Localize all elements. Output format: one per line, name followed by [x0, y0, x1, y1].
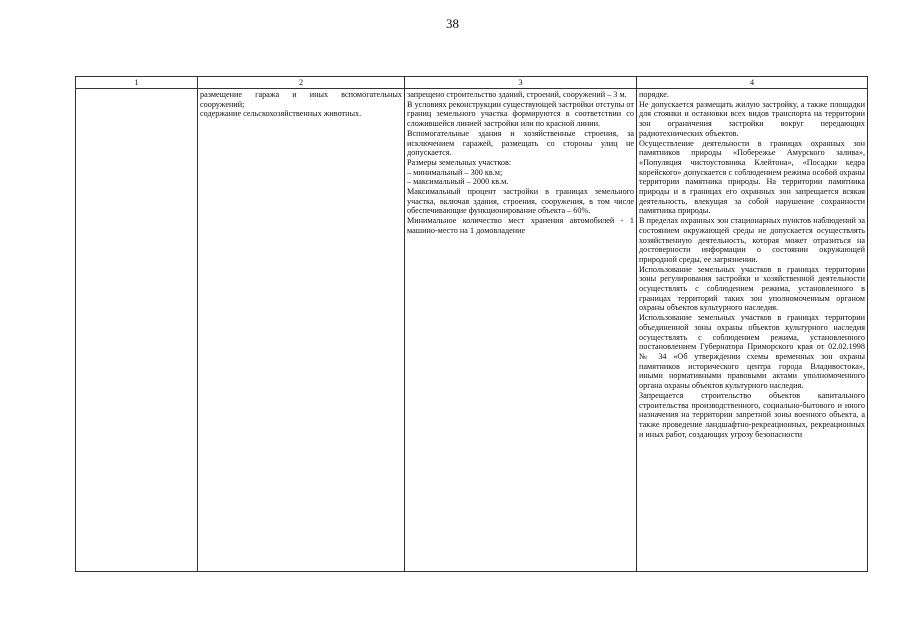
col4-paragraph: порядке. [639, 90, 669, 99]
column-header-3: 3 [405, 77, 637, 89]
col4-paragraph: Осуществление деятельности в границах охранных зон памятников природы «Побережье Амурского залива», «Популяция чистоустовника Клейтона», «Посадки кедра корейского» допускается с соблюдением режима особой охраны территории памятника природы. На территории памятника природы и в границах его охранных зон запрещается всякая деятельность, влекущая за собой нарушение сохранности памятника природы. [639, 138, 865, 216]
page-number: 38 [446, 16, 459, 31]
cell-col-4 [637, 89, 868, 572]
table-row [76, 89, 868, 572]
col4-paragraph: Использование земельных участков в границах территории зоны регулирования застройки и хозяйственной деятельности осуществлять с соблюдением режима, установленного в границах территорий таких зон уполномоченным органом охраны объектов культурного наследия. [639, 264, 865, 313]
column-header-4: 4 [637, 77, 868, 89]
cell-col-2 [198, 89, 405, 572]
col3-paragraph: Размеры земельных участков: [407, 157, 512, 167]
cell-col-3 [405, 89, 637, 572]
col2-paragraph: содержание сельскохозяйственных животных. [200, 109, 362, 119]
column-header-2: 2 [198, 77, 405, 89]
col3-paragraph: Вспомогательные здания и хозяйственные строения, за исключением гаражей, размещать со стороны улиц не допускается. [407, 128, 634, 158]
column-header-1: 1 [76, 77, 198, 89]
col3-paragraph: Минимальное количество мест хранения автомобилей - 1 машино-место на 1 домовладение [407, 216, 634, 235]
cell-col-1 [76, 89, 198, 572]
col4-paragraph: Запрещается строительство объектов капитального строительства производственного, социально-бытового и иного назначения на территории запретной зоны военного объекта, а также проведение ландшафтно-рекреационных, рекреационных и иных работ, создающих угрозу безопасности [639, 390, 865, 439]
col3-paragraph: – минимальный – 300 кв.м; [407, 167, 503, 177]
col4-paragraph: В пределах охранных зон стационарных пунктов наблюдений за состоянием окружающей среды не допускается осуществлять хозяйственную деятельность, которая может отразиться на достоверности информации о состоянии окружающей природной среды, ее загрязнении. [639, 216, 865, 264]
col3-paragraph: В условиях реконструкции существующей застройки отступы от границ земельного участка формируются в соответствии со сложившейся линией застройки или по красной линии. [407, 99, 634, 129]
col2-paragraph: размещение гаража и иных вспомогательных сооружений; [200, 90, 402, 109]
col4-paragraph: Использование земельных участков в границах территории объединенной зоны охраны объектов культурного наследия осуществлять с соблюдением режима, установленного постановлением Губернатора Приморского края от 02.02.1998 № 34 «Об утверждении схемы временных зон охраны памятников исторического центра города Владивостока», иными нормативными правовыми актами уполномоченного органа охраны объектов культурного наследия. [639, 313, 865, 391]
regulations-table [75, 76, 868, 572]
col3-paragraph: запрещено строительство зданий, строений, сооружений – 3 м. [407, 90, 627, 99]
col4-paragraph: Не допускается размещать жилую застройку, а также площадки для стоянки и остановки всех видов транспорта на территории зон ограничения застройки вокруг передающих радиотехнических объектов. [639, 99, 865, 138]
col3-paragraph: – максимальный – 2000 кв.м. [407, 177, 509, 187]
col3-paragraph: Максимальный процент застройки в границах земельного участка, включая здания, строения, сооружения, в том числе обеспечивающие функционирование объекта – 60%. [407, 187, 634, 216]
table-header-row [76, 77, 868, 89]
